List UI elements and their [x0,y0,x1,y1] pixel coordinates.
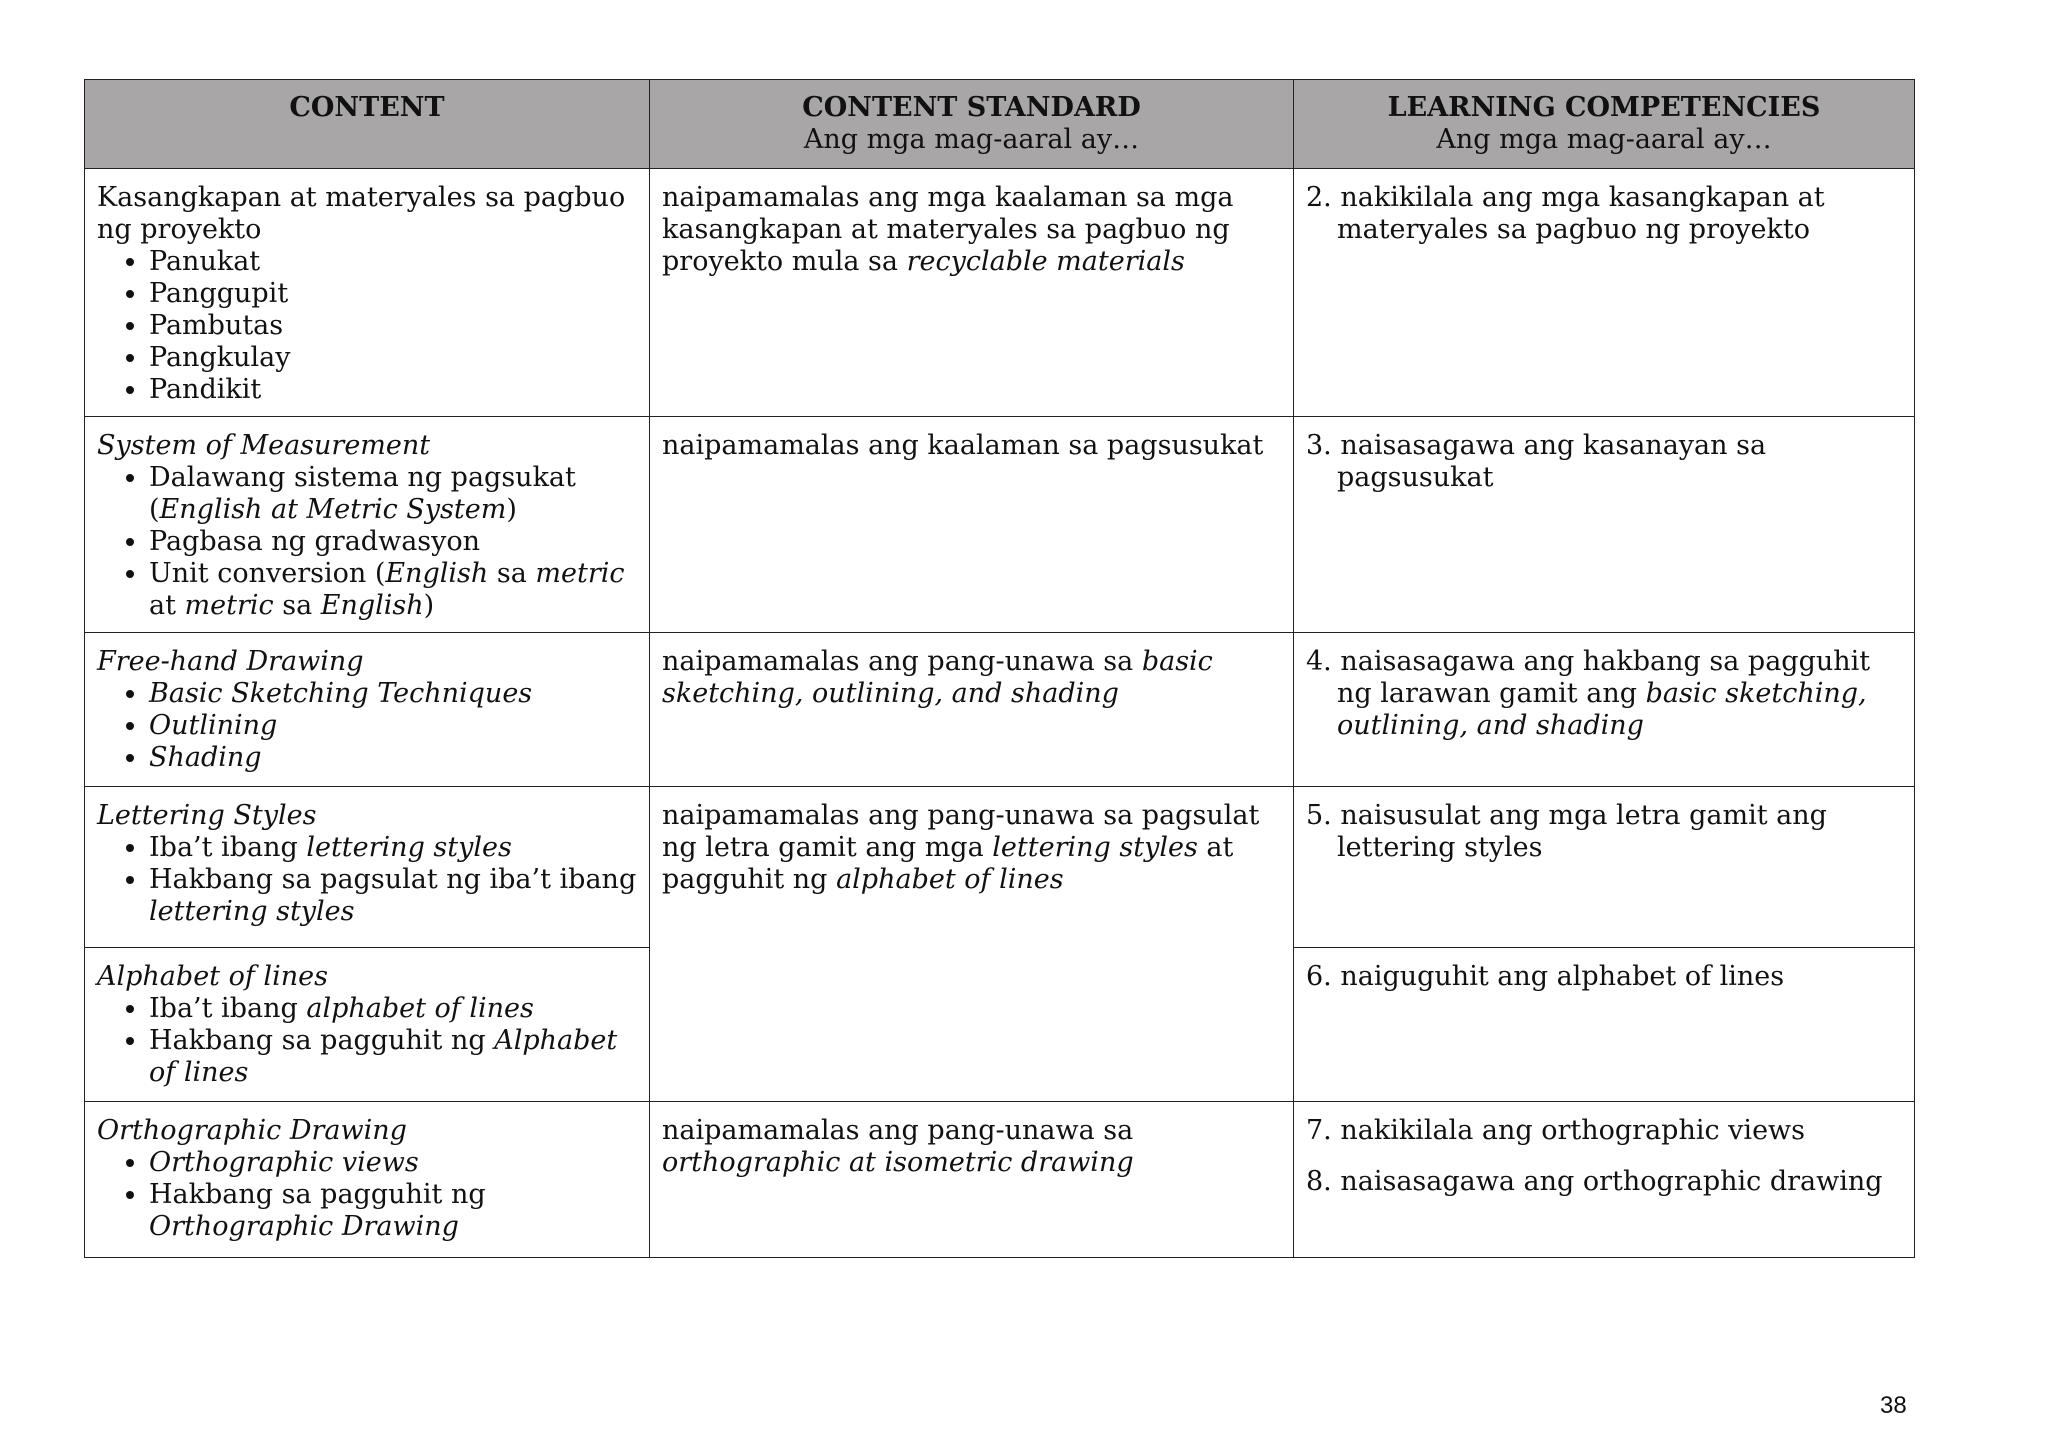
header-content-title: CONTENT [289,92,445,123]
bullet-text-italic: metric [184,590,274,621]
competency-item: 5. naisusulat ang mga letra gamit ang lettering styles [1306,800,1827,863]
bullet-text-italic: alphabet of lines [306,993,534,1024]
standard-text: naipamamalas ang kaalaman sa pagsusukat [662,430,1264,461]
table-row [85,1102,1915,1258]
bullet-text: ) [423,590,435,621]
header-learning-competencies-title: LEARNING COMPETENCIES [1387,92,1821,123]
competency-text-italic: basic sketching, outlining, and shading [1337,678,1867,741]
content-cell [85,787,650,948]
content-cell [85,1102,650,1258]
bullet-text: Hakbang sa pagguhit ng [149,1179,486,1210]
list-item [149,864,637,928]
standard-text-italic: alphabet of lines [836,864,1064,895]
standard-text: naipamamalas ang pang-unawa sa [662,1115,1134,1146]
competency-cell [1294,417,1915,633]
bullet-text: Hakbang sa pagsulat ng iba’t ibang [149,864,637,895]
content-title: Kasangkapan at materyales sa pagbuo ng proyekto [97,182,626,245]
standard-cell [650,633,1294,787]
list-item [149,462,637,526]
competency-item [1306,646,1902,742]
content-cell [85,417,650,633]
content-title: Free-hand Drawing [97,646,364,677]
competency-item: 8. naisasagawa ang orthographic drawing [1306,1166,1883,1197]
content-title: Orthographic Drawing [97,1115,407,1146]
bullet-text: Iba’t ibang [149,832,307,863]
list-item: • Pagbasa ng gradwasyon [149,526,637,558]
bullet-text: Unit conversion ( [149,558,386,589]
competency-cell [1294,787,1915,948]
list-item: • Panggupit [149,278,637,310]
page-number: 38 [1880,1392,1907,1419]
content-bullets [97,246,637,406]
header-content-standard-title: CONTENT STANDARD [802,92,1141,123]
bullet-text: Dalawang sistema ng pagsukat ( [149,462,576,525]
content-bullets [97,832,637,928]
bullet-text-italic: Orthographic Drawing [149,1211,459,1242]
content-title: Lettering Styles [97,800,317,831]
list-item [149,558,637,622]
competency-item: 6. naiguguhit ang alphabet of lines [1306,961,1785,992]
standard-text: naipamamalas ang pang-unawa sa pagsulat ng letra gamit ang mga [662,800,1260,863]
content-title: System of Measurement [97,430,431,461]
table-header [85,80,1915,169]
competency-cell [1294,948,1915,1102]
header-content [85,80,650,169]
bullet-text: Iba’t ibang [149,993,307,1024]
bullet-text-italic: English [385,558,489,589]
competency-item: 2. nakikilala ang mga kasangkapan at materyales sa pagbuo ng proyekto [1306,182,1825,245]
list-item: • Shading [149,742,637,774]
header-learning-competencies-sub: Ang mga mag-aaral ay… [1436,124,1772,155]
bullet-text: sa [488,558,536,589]
header-content-standard-sub: Ang mga mag-aaral ay… [803,124,1140,155]
standard-text-italic: lettering styles [992,832,1198,863]
list-item [149,832,637,864]
bullet-text: at [149,590,185,621]
list-item: • Outlining [149,710,637,742]
header-row [85,80,1915,169]
standard-text-italic: basic sketching, outlining, and shading [662,646,1213,709]
competency-cell [1294,1102,1915,1258]
list-item: • Pandikit [149,374,637,406]
standard-text: naipamamalas ang mga kaalaman sa mga kasangkapan at materyales sa pagbuo ng proyekto mula sa [662,182,1234,277]
content-bullets [97,678,637,774]
header-learning-competencies [1294,80,1915,169]
bullet-text-italic: metric [535,558,625,589]
list-item: • Pangkulay [149,342,637,374]
list-item [149,1025,637,1089]
content-cell [85,169,650,417]
list-item: • Panukat [149,246,637,278]
bullet-text-italic: English [320,590,424,621]
table-row [85,787,1915,948]
standard-text: naipamamalas ang pang-unawa sa [662,646,1142,677]
content-bullets [97,462,637,622]
bullet-text-italic: Alphabet of lines [149,1025,618,1088]
list-item: • Basic Sketching Techniques [149,678,637,710]
standard-text-italic: orthographic at isometric drawing [662,1147,1134,1178]
standard-cell [650,169,1294,417]
bullet-text: ) [506,494,517,525]
standard-cell [650,417,1294,633]
list-item [149,1179,637,1243]
list-item [149,993,637,1025]
table-row [85,169,1915,417]
bullet-text-italic: English at Metric System [159,494,507,525]
content-cell [85,948,650,1102]
list-item: • Pambutas [149,310,637,342]
content-title: Alphabet of lines [97,961,328,992]
bullet-text-italic: lettering styles [149,896,355,927]
content-cell [85,633,650,787]
content-bullets [97,1147,637,1243]
standard-cell [650,787,1294,1102]
bullet-text-italic: lettering styles [306,832,512,863]
competency-item: 7. nakikilala ang orthographic views [1306,1115,1806,1146]
content-bullets [97,993,637,1089]
header-content-standard [650,80,1294,169]
competency-cell [1294,169,1915,417]
competency-cell [1294,633,1915,787]
standard-cell [650,1102,1294,1258]
standard-text: at pagguhit ng [662,832,1234,895]
list-item: • Orthographic views [149,1147,637,1179]
competency-text: 4. naisasagawa ang hakbang sa pagguhit ng larawan gamit ang [1306,646,1871,709]
curriculum-table [84,79,1915,1258]
competency-item: 3. naisasagawa ang kasanayan sa pagsusukat [1306,430,1767,493]
standard-text-italic: recyclable materials [906,246,1185,277]
bullet-text: Hakbang sa pagguhit ng [149,1025,495,1056]
bullet-text: sa [273,590,321,621]
table-row [85,633,1915,787]
table-row [85,417,1915,633]
